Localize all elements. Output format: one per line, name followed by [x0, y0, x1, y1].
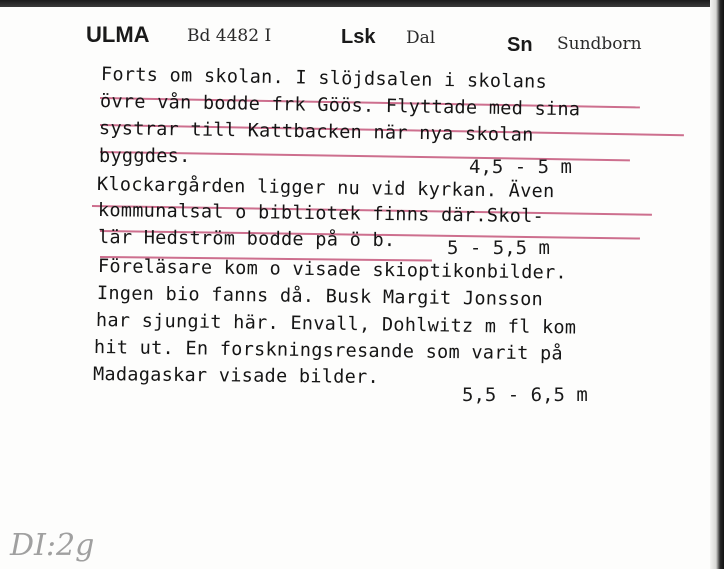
measure-1: 4,5 - 5 m: [469, 156, 572, 178]
lsk-value: Dal: [406, 28, 436, 48]
text-line-2: övre vån bodde frk Göös. Flyttade med sina: [99, 91, 581, 121]
card-right-edge: [710, 0, 724, 569]
record-number: Bd 4482 I: [187, 26, 272, 46]
shelf-mark-stamp: DI:2g: [10, 528, 95, 563]
archive-name: ULMA: [86, 22, 150, 47]
text-line-9: Ingen bio fanns då. Busk Margit Jonsson: [96, 283, 544, 311]
text-line-11: hit ut. En forskningsresande som varit på: [93, 337, 564, 365]
text-line-6: kommunalsal o bibliotek finns där.Skol-: [97, 200, 545, 228]
card-header: [0, 20, 710, 60]
sn-value: Sundborn: [557, 34, 642, 54]
measure-2: 5 - 5,5 m: [447, 237, 550, 259]
text-line-7: lär Hedström bodde på ö b.: [97, 227, 396, 252]
measure-3: 5,5 - 6,5 m: [462, 384, 588, 406]
sn-label: Sn: [507, 34, 533, 56]
text-line-1: Forts om skolan. I slöjdsalen i skolans: [100, 64, 548, 93]
text-line-12: Madagaskar visade bilder.: [92, 364, 380, 388]
text-line-4: byggdes.: [99, 146, 191, 167]
text-line-5: Klockargården ligger nu vid kyrkan. Även: [96, 174, 555, 203]
lsk-label: Lsk: [341, 26, 376, 48]
text-line-3: systrar till Kattbacken när nya skolan: [98, 118, 534, 146]
text-line-8: Föreläsare kom o visade skioptikonbilder.: [97, 256, 568, 284]
card-top-edge: [0, 0, 724, 7]
text-line-10: har sjungit här. Envall, Dohlwitz m fl kom: [95, 310, 577, 339]
